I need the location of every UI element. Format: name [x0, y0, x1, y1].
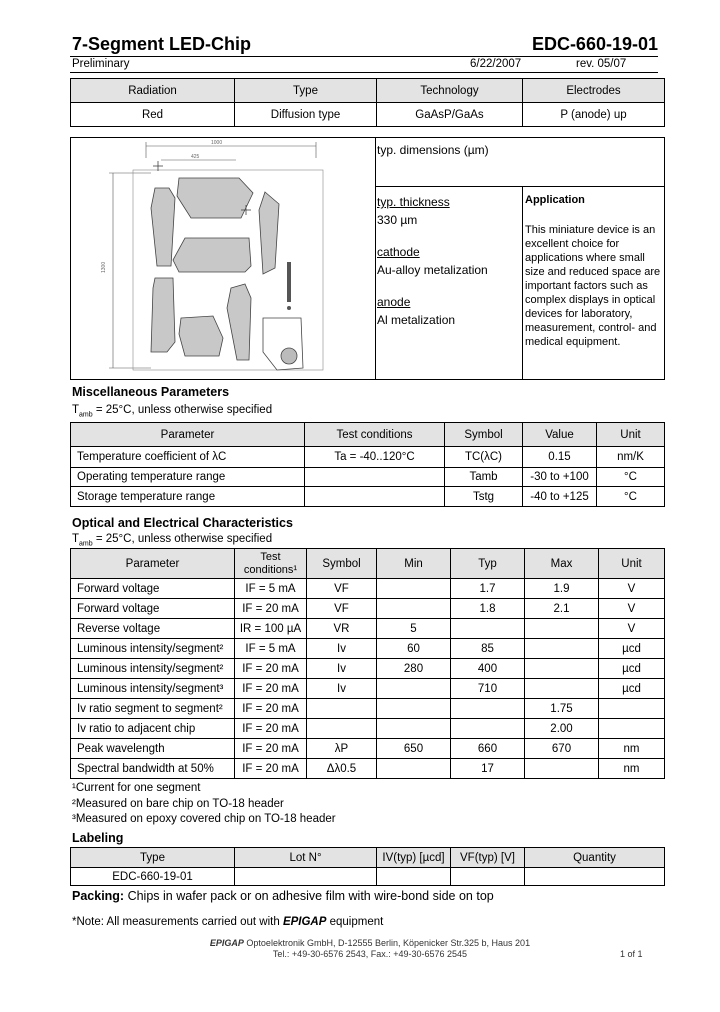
- table-row: Spectral bandwidth at 50% IF = 20 mA Δλ0.5 17 nm: [71, 759, 665, 779]
- table-row: Forward voltage IF = 20 mA VF 1.8 2.1 V: [71, 599, 665, 619]
- optical-title: Optical and Electrical Characteristics: [72, 516, 293, 530]
- dimensions-caption: typ. dimensions (µm): [377, 143, 489, 157]
- footnote: ¹Current for one segment: [72, 782, 201, 794]
- table-row: Peak wavelength IF = 20 mA λP 650 660 670 nm: [71, 739, 665, 759]
- page-number: 1 of 1: [620, 949, 643, 959]
- table-row: Storage temperature range Tstg -40 to +125 °C: [71, 487, 665, 507]
- packing-line: [72, 889, 494, 903]
- misc-conditions: $T_{amb} = 25^\circ C$, unless otherwise specified: [72, 404, 273, 419]
- spec-list: [377, 193, 488, 329]
- misc-table: [70, 422, 665, 507]
- summary-cell: GaAsP/GaAs: [377, 103, 523, 127]
- part-number: EDC-660-19-01: [531, 34, 658, 54]
- misc-header: Parameter: [71, 423, 305, 447]
- anode-label: anode: [377, 295, 411, 309]
- dim-width: 1000: [211, 140, 223, 146]
- labeling-title: Labeling: [72, 831, 124, 845]
- table-row: Luminous intensity/segment³ IF = 20 mA Iv 710 µcd: [71, 679, 665, 699]
- table-row: EDC-660-19-01: [71, 868, 665, 886]
- chip-info-box: [70, 137, 665, 380]
- footnote: ²Measured on bare chip on TO-18 header: [72, 797, 284, 810]
- summary-cell: P (anode) up: [523, 103, 665, 127]
- summary-cell: Diffusion type: [235, 103, 377, 127]
- summary-header: Type: [235, 79, 377, 103]
- misc-header: Test conditions: [305, 423, 445, 447]
- revision-label: rev. 05/07: [576, 58, 627, 70]
- table-row: Operating temperature range Tamb -30 to +100 °C: [71, 468, 665, 487]
- optical-table: Parameter Test conditions¹ Symbol Min Typ Max Unit Forward voltage IF = 5 mA VF 1.7 1.9 V Forward voltage IF = 20 mA VF 1.8 2.1 V Reverse voltage IR = 100 µA VR 5 V Luminous intensity/segment² IF = 5 mA Iv 60 85 µcd Luminous intensity/segment² IF = 20 mA Iv 280 400 µcd Luminous intensity/segment³ IF = 20 mA Iv 710 µcd Iv ratio segment to segment² IF = 20 mA 1.75 Iv ratio to adjacent chip IF = 20 mA 2.00 Peak wavelength IF = 20 mA λP 650 660 670 nm Spectral bandwidth at 50% IF = 20 mA Δλ0.5 17 nm: [70, 548, 665, 779]
- footnote: ³Measured on epoxy covered chip on TO-18 header: [72, 813, 336, 825]
- footer-phone: Tel.: +49-30-6576 2543, Fax.: +49-30-6576 2545: [272, 949, 468, 959]
- summary-header: Radiation: [71, 79, 235, 103]
- anode-value: Al metalization: [377, 313, 456, 327]
- summary-table: [70, 78, 665, 127]
- dim-height: 1300: [101, 261, 107, 273]
- header-rule: [70, 56, 658, 57]
- chip-drawing: [91, 138, 361, 378]
- table-row: Iv ratio to adjacent chip IF = 20 mA 2.00: [71, 719, 665, 739]
- table-row: Luminous intensity/segment² IF = 5 mA Iv 60 85 µcd: [71, 639, 665, 659]
- footnotes: [72, 781, 336, 828]
- table-row: Iv ratio segment to segment² IF = 20 mA 1.75: [71, 699, 665, 719]
- application-text: This miniature device is an excellent choice for applications where small size and reduced space are important factors such as complex displays in optical devices for laboratory, measurement, control- and medical equipment.: [525, 224, 661, 348]
- table-row: Temperature coefficient of λC Ta = -40..120°C TC(λC) 0.15 nm/K: [71, 447, 665, 468]
- misc-header: Value: [523, 423, 597, 447]
- summary-header: Technology: [377, 79, 523, 103]
- summary-cell: Red: [71, 103, 235, 127]
- measurement-note: *Note: All measurements carried out with EPIGAP equipment: [72, 916, 384, 928]
- application-title: Application: [525, 194, 585, 206]
- labeling-table: Type Lot N° IV(typ) [µcd] VF(typ) [V] Quantity EDC-660-19-01: [70, 847, 665, 886]
- document-title: 7-Segment LED-Chip: [72, 34, 252, 54]
- thickness-value: 330 µm: [377, 213, 418, 227]
- table-row: Reverse voltage IR = 100 µA VR 5 V: [71, 619, 665, 639]
- summary-header: Electrodes: [523, 79, 665, 103]
- date-label: 6/22/2007: [470, 58, 522, 70]
- note-brand: EPIGAP: [282, 916, 327, 928]
- footer-brand: EPIGAP: [209, 938, 244, 948]
- thickness-label: typ. thickness: [377, 195, 450, 209]
- footer-address: EPIGAP Optoelektronik GmbH, D-12555 Berlin, Köpenicker Str.325 b, Haus 201: [209, 938, 531, 948]
- status-label: Preliminary: [72, 58, 130, 70]
- optical-conditions: $T_{amb} = 25^\circ C$, unless otherwise specified: [72, 533, 273, 548]
- header-rule-2: [70, 72, 658, 73]
- packing-text: Chips in wafer pack or on adhesive film with wire-bond side on top: [124, 889, 494, 903]
- dim-inner: 425: [191, 154, 200, 160]
- cathode-value: Au-alloy metalization: [377, 263, 488, 277]
- misc-header: Unit: [597, 423, 665, 447]
- table-row: Forward voltage IF = 5 mA VF 1.7 1.9 V: [71, 579, 665, 599]
- misc-title: Miscellaneous Parameters: [72, 385, 230, 399]
- table-row: Luminous intensity/segment² IF = 20 mA Iv 280 400 µcd: [71, 659, 665, 679]
- misc-header: Symbol: [445, 423, 523, 447]
- application-block: [525, 193, 665, 349]
- packing-label: Packing:: [72, 889, 125, 903]
- cathode-label: cathode: [377, 245, 420, 259]
